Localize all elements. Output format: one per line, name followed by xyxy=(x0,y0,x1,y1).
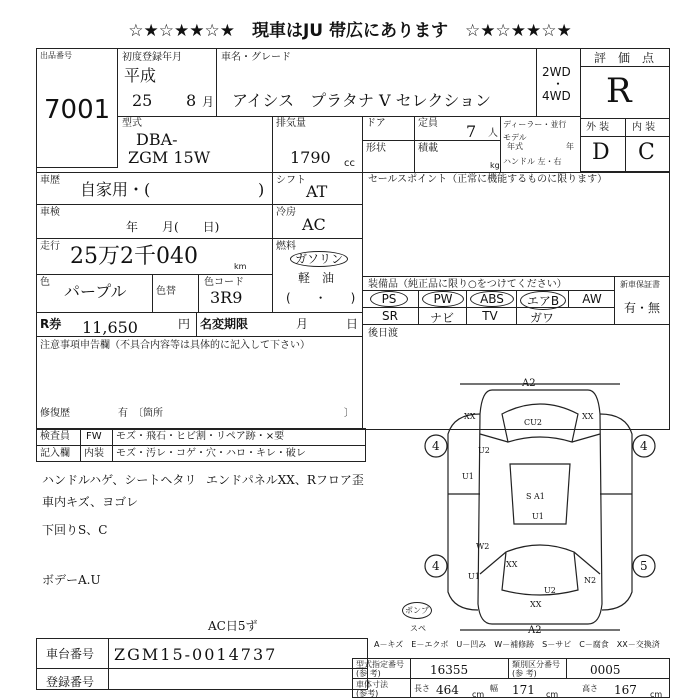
grade-value: R xyxy=(606,71,632,111)
dmg-m2: XX xyxy=(582,412,594,421)
grade-ext-label: 外 装 xyxy=(586,122,610,133)
dmg-wheel-fr: 4 xyxy=(640,439,648,453)
note-2: 車内キズ、ヨゴレ xyxy=(42,495,139,509)
type-code-label: 型式指定番号 (参 考) xyxy=(356,660,404,678)
width-unit: cm xyxy=(546,690,559,699)
capacity-label: 定員 xyxy=(418,118,438,129)
type-code-value: 16355 xyxy=(430,663,469,677)
warranty-label: 新車保証書 xyxy=(620,280,660,289)
name-change-label: 名変期限 xyxy=(200,317,249,331)
grade-ext: D xyxy=(592,140,610,165)
handle-label: ハンドル 左・右 xyxy=(503,157,562,166)
legend: A－キズ E－エクボ U－凹み W－補修跡 S－サビ C－腐食 XX－交換済 xyxy=(374,640,660,649)
dmg-m11: XX xyxy=(530,600,542,609)
grade-label: 評 価 点 xyxy=(594,51,655,65)
equip-sr: SR xyxy=(382,309,398,323)
fuel-label: 燃料 xyxy=(276,241,296,252)
dmg-m4: U2 xyxy=(478,446,490,455)
drive-dot: ・ xyxy=(552,77,565,91)
history-label: 車歴 xyxy=(40,175,60,186)
color-value: パープル xyxy=(64,282,127,301)
model-code-prefix: DBA- xyxy=(136,130,178,149)
dmg-wheel-rr: 5 xyxy=(640,559,648,573)
equip-ps: PS xyxy=(370,291,408,307)
dealer-label: ディーラー・並行 xyxy=(503,120,567,129)
inspector-label: 検査員 xyxy=(40,431,70,442)
first-reg-era: 平成 xyxy=(124,66,157,85)
equip-abs: ABS xyxy=(470,291,514,307)
capacity-value: 7 xyxy=(466,122,477,141)
entry-sub: 内装 xyxy=(84,448,104,459)
model-year-label-a: モデル xyxy=(503,133,527,142)
note-4: ボデーA.U xyxy=(42,573,101,587)
drive-2wd: 2WD xyxy=(542,65,571,79)
repair-close: 〕 xyxy=(344,408,354,419)
inspector-text: モズ・飛石・ヒビ割・リペア跡・×要 xyxy=(116,431,285,442)
notes-label: 注意事項申告欄（不具合内容等は具体的に記入して下さい） xyxy=(40,340,310,351)
width-label: 幅 xyxy=(490,684,498,693)
dmg-m5: U1 xyxy=(462,472,474,481)
load-unit: kg xyxy=(490,161,500,170)
grade-int-label: 内 装 xyxy=(632,122,656,133)
dmg-m7: U1 xyxy=(532,512,544,521)
first-reg-month-unit: 月 xyxy=(202,95,215,109)
dmg-m10: U2 xyxy=(544,586,556,595)
color-code-value: 3R9 xyxy=(210,288,243,307)
name-change-day: 日 xyxy=(346,317,359,331)
drive-4wd: 4WD xyxy=(542,89,571,103)
dmg-top: A2 xyxy=(522,378,536,389)
damage-diagram xyxy=(420,374,660,636)
first-reg-month: 8 xyxy=(186,91,197,110)
dimensions-label: 車体寸法 (参考) xyxy=(356,680,388,698)
displacement-unit: cc xyxy=(344,158,355,169)
first-reg-label: 初度登録年月 xyxy=(122,52,182,63)
height-value: 167 xyxy=(614,683,637,697)
sales-point-label: セールスポイント（正常に機能するものに限ります） xyxy=(368,174,608,185)
chassis-label: 車台番号 xyxy=(46,647,95,661)
color-label: 色 xyxy=(40,277,50,288)
inspector-sub: FW xyxy=(86,431,102,442)
shift-label: シフト xyxy=(276,175,306,186)
banner: ☆★☆★★☆★ 現車はJU 帯広にあります ☆★☆★★☆★ xyxy=(128,21,572,41)
dmg-m13: N2 xyxy=(584,576,597,585)
rear-seat-label: 後日渡 xyxy=(368,328,398,339)
fuel-gasoline: ガソリン xyxy=(290,251,348,267)
equip-airbag: エアB xyxy=(520,291,566,310)
dmg-wheel-fl: 4 xyxy=(432,439,440,453)
note-1: ハンドルハゲ、シートヘタリ xyxy=(42,473,197,487)
dmg-pump: ポンプ xyxy=(402,602,432,619)
lot-number: 7001 xyxy=(44,95,111,125)
dmg-m8: W2 xyxy=(476,542,490,551)
entry-text: モズ・汚レ・コゲ・穴・ハロ・キレ・破レ xyxy=(116,448,306,459)
equip-navi: ナビ xyxy=(429,311,454,325)
note-6: エンドパネルXX、Rフロア歪 xyxy=(206,473,364,487)
length-unit: cm xyxy=(472,690,485,699)
capacity-unit: 人 xyxy=(488,128,498,139)
class-code-value: 0005 xyxy=(590,663,621,677)
class-code-label: 類別区分番号 (参 考) xyxy=(512,660,560,678)
model-code-value: ZGM 15W xyxy=(128,148,211,167)
note-3: 下回りS、C xyxy=(42,523,108,537)
aircon-label: 冷房 xyxy=(276,207,296,218)
note-5: AC日5ず xyxy=(208,619,258,633)
dmg-wheel-rl: 4 xyxy=(432,559,440,573)
length-label: 長さ xyxy=(414,684,430,693)
mileage-unit: km xyxy=(234,262,247,271)
name-change-month: 月 xyxy=(296,317,309,331)
inspection-label: 車検 xyxy=(40,207,60,218)
entry-label: 記入欄 xyxy=(40,448,70,459)
dmg-m3: CU2 xyxy=(524,418,542,427)
repair-value: 有 〔箇所 xyxy=(118,408,163,419)
shape-label: 形状 xyxy=(366,143,386,154)
dmg-m12: XX xyxy=(506,560,518,569)
length-value: 464 xyxy=(436,683,459,697)
warranty-value: 有・無 xyxy=(624,301,661,315)
color-code-label: 色コード xyxy=(204,277,244,288)
registration-label: 登録番号 xyxy=(46,675,95,689)
dmg-bottom: A2 xyxy=(528,625,542,636)
recycle-unit: 円 xyxy=(178,317,191,331)
recycle-value: 11,650 xyxy=(82,318,138,337)
chassis-value: ZGM15-0014737 xyxy=(114,645,278,664)
grade-int: C xyxy=(638,140,655,165)
color-change-label: 色替 xyxy=(156,286,176,297)
dmg-m6: S A1 xyxy=(526,492,545,501)
lot-label: 出品番号 xyxy=(40,51,72,60)
mileage-label: 走行 xyxy=(40,241,60,252)
width-value: 171 xyxy=(512,683,535,697)
first-reg-year: 25 xyxy=(132,91,153,110)
displacement-value: 1790 xyxy=(290,148,331,167)
mileage-value: 25万2千040 xyxy=(70,244,198,269)
model-year-label-b: 年式 xyxy=(507,142,523,151)
model-name-label: 車名・グレード xyxy=(221,52,291,63)
equip-tv: TV xyxy=(482,309,498,323)
recycle-label: R券 xyxy=(40,317,62,331)
model-year-unit: 年 xyxy=(566,142,574,151)
equip-gawa: ガワ xyxy=(529,311,554,325)
shift-value: AT xyxy=(306,182,328,201)
displacement-label: 排気量 xyxy=(276,118,306,129)
inspection-value: 年 月( 日) xyxy=(126,220,220,234)
height-label: 高さ xyxy=(582,684,598,693)
fuel-diesel: 軽 油 xyxy=(298,271,335,285)
dmg-pump-sub: スペ xyxy=(410,624,426,633)
history-value: 自家用・( xyxy=(80,180,151,199)
model-code-label: 型式 xyxy=(122,118,142,129)
history-close: ) xyxy=(258,180,265,199)
aircon-value: AC xyxy=(302,215,326,234)
load-label: 積載 xyxy=(418,143,438,154)
model-name-value: アイシス プラタナ V セレクション xyxy=(232,91,492,110)
repair-label: 修復歴 xyxy=(40,408,70,419)
fuel-paren: ( ・ ) xyxy=(286,291,356,305)
doors-label: ドア xyxy=(366,118,386,129)
equipment-label: 装備品（純正品に限り○をつけてください） xyxy=(368,279,567,290)
equip-pw: PW xyxy=(422,291,464,307)
dmg-m9: U1 xyxy=(468,572,480,581)
dmg-m1: XX xyxy=(464,412,476,421)
equip-aw: AW xyxy=(582,292,602,306)
height-unit: cm xyxy=(650,690,663,699)
